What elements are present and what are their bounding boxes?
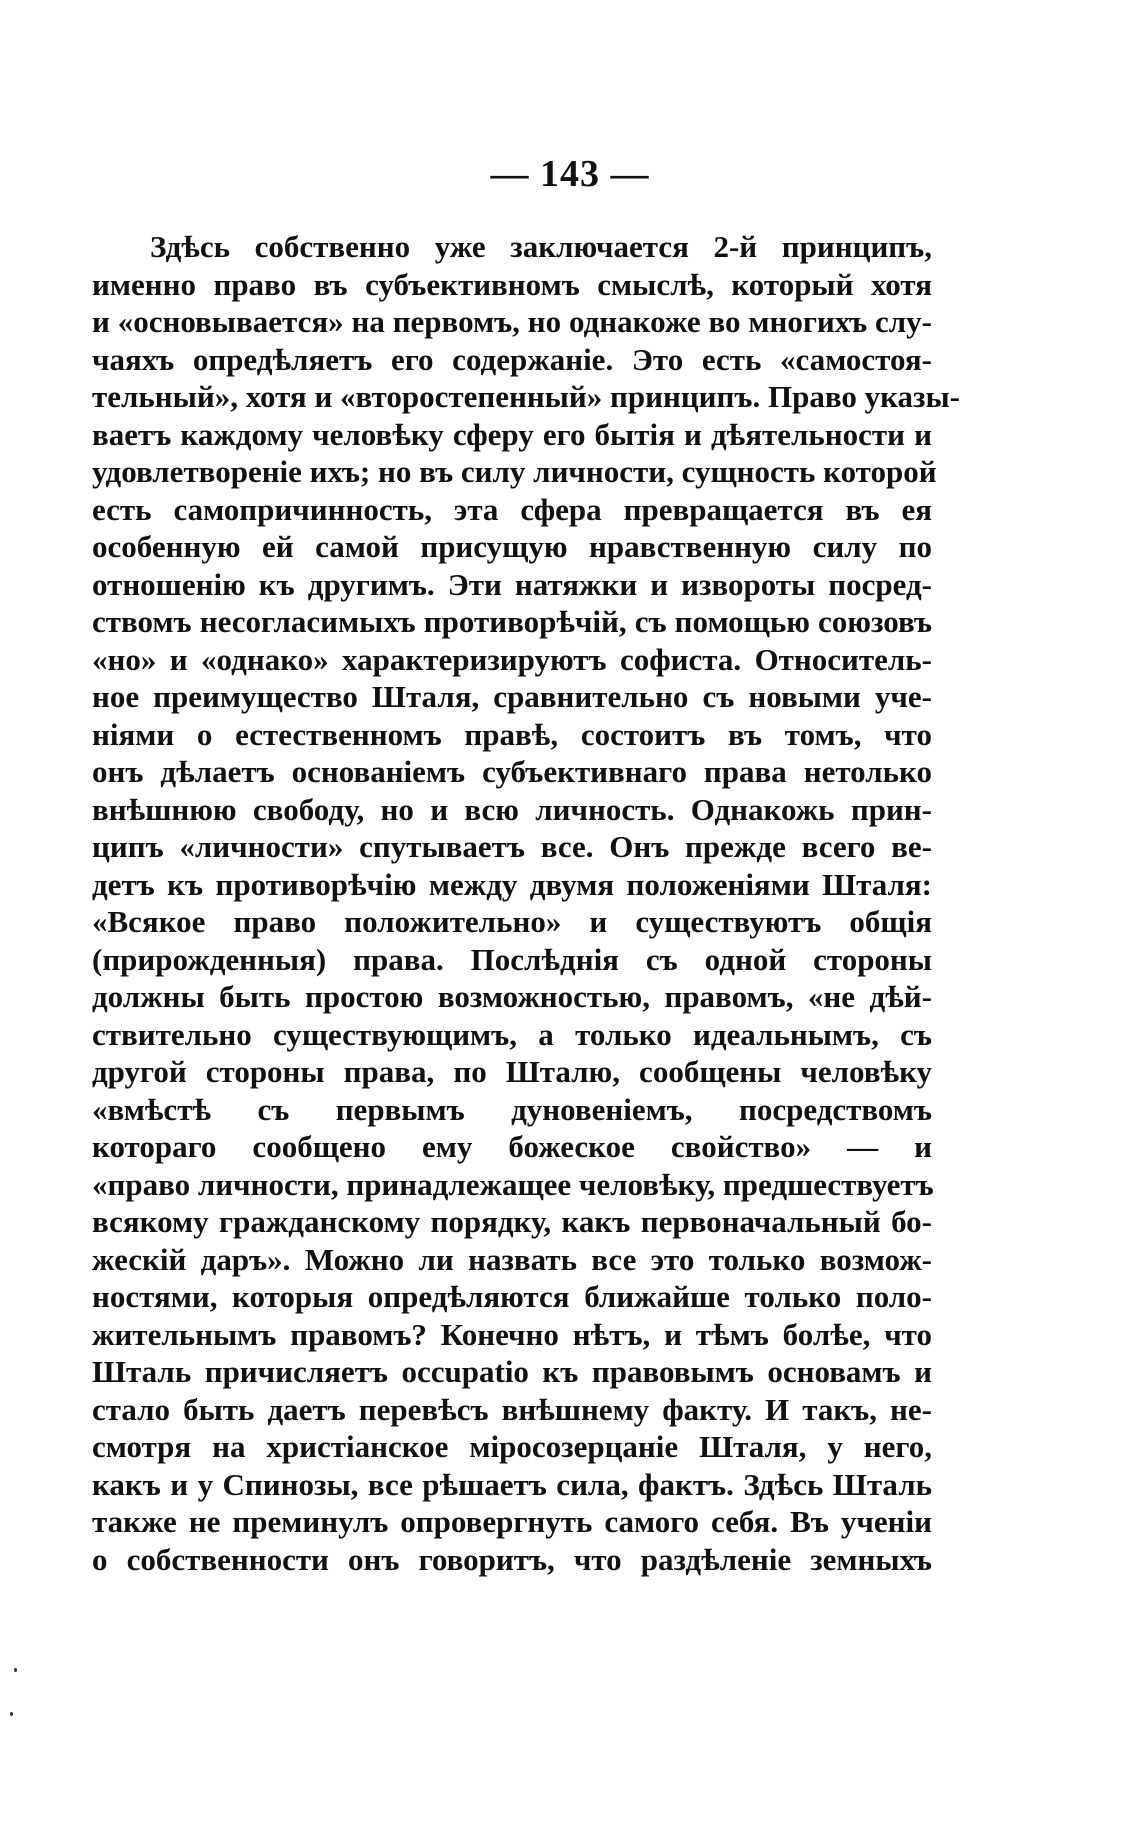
text-line: также не преминулъ опровергнуть самого себя. Въ ученіи bbox=[92, 1504, 932, 1539]
text-line: отношенію къ другимъ. Эти натяжки и извороты посред- bbox=[92, 566, 932, 602]
text-line: ципъ «личности» спутываетъ все. Онъ прежде всего ве- bbox=[92, 829, 932, 864]
text-line: ваетъ каждому человѣку сферу его бытія и дѣятельности и bbox=[92, 416, 932, 452]
text-line: должны быть простою возможностью, правомъ, «не дѣй- bbox=[92, 979, 932, 1014]
text-line: ствомъ несогласимыхъ противорѣчій, съ помощью союзовъ bbox=[92, 604, 932, 639]
text-line: ное преимущество Шталя, сравнительно съ новыми уче- bbox=[92, 679, 932, 714]
text-line: детъ къ противорѣчію между двумя положеніями Шталя: bbox=[92, 866, 932, 902]
text-line: «Всякое право положительно» и существуютъ общія bbox=[92, 904, 932, 939]
text-line: ствительно существующимъ, а только идеальнымъ, съ bbox=[92, 1016, 932, 1052]
text-line: о собственности онъ говоритъ, что раздѣленіе земныхъ bbox=[92, 1541, 932, 1577]
text-line: именно право въ субъективномъ смыслѣ, который хотя bbox=[92, 266, 932, 302]
text-line: чаяхъ опредѣляетъ его содержаніе. Это есть «самостоя- bbox=[92, 341, 932, 377]
text-line: тельный», хотя и «второстепенный» принципъ. Право указы- bbox=[92, 379, 960, 414]
text-line: «право личности, принадлежащее человѣку, предшествуетъ bbox=[92, 1166, 934, 1202]
text-line: Шталь причисляетъ occupatio къ правовымъ основамъ и bbox=[92, 1354, 932, 1389]
text-line: какъ и у Спинозы, все рѣшаетъ сила, фактъ. Здѣсь Шталь bbox=[92, 1466, 932, 1502]
text-line: (прирожденныя) права. Послѣднія съ одной стороны bbox=[92, 941, 932, 977]
text-line: особенную ей самой присущую нравственную силу по bbox=[92, 529, 932, 564]
text-line: ностями, которыя опредѣляются ближайше только поло- bbox=[92, 1279, 932, 1314]
text-line: «но» и «однако» характеризируютъ софиста. Относитель- bbox=[92, 641, 932, 677]
scan-speck bbox=[10, 1712, 13, 1716]
text-line: Здѣсь собственно уже заключается 2-й принципъ, bbox=[150, 229, 932, 264]
text-line: ніями о естественномъ правѣ, состоитъ въ томъ, что bbox=[92, 716, 932, 752]
text-line: жескій даръ». Можно ли назвать все это только возмож- bbox=[92, 1241, 932, 1277]
text-line: внѣшнюю свободу, но и всю личность. Однакожь прин- bbox=[92, 791, 932, 827]
page-number: — 143 — bbox=[490, 153, 650, 195]
text-line: жительнымъ правомъ? Конечно нѣтъ, и тѣмъ болѣе, что bbox=[92, 1316, 932, 1352]
text-line: смотря на христіанское міросозерцаніе Шталя, у него, bbox=[92, 1429, 932, 1464]
body-text bbox=[92, 228, 960, 1578]
text-line: котораго сообщено ему божеское свойство» — и bbox=[92, 1129, 932, 1164]
text-line: всякому гражданскому порядку, какъ первоначальный бо- bbox=[92, 1204, 932, 1239]
text-line: есть самопричинность, эта сфера превращается въ ея bbox=[92, 491, 932, 527]
text-line: стало быть даетъ перевѣсъ внѣшнему факту. И такъ, не- bbox=[92, 1391, 932, 1427]
text-line: и «основывается» на первомъ, но однакоже во многихъ слу- bbox=[92, 304, 932, 339]
text-line: онъ дѣлаетъ основаніемъ субъективнаго права нетолько bbox=[92, 754, 932, 789]
text-line: другой стороны права, по Шталю, сообщены человѣку bbox=[92, 1054, 932, 1089]
text-line: удовлетвореніе ихъ; но въ силу личности, сущность которой bbox=[92, 454, 937, 489]
text-line: «вмѣстѣ съ первымъ дуновеніемъ, посредствомъ bbox=[92, 1091, 932, 1127]
scan-speck bbox=[14, 1668, 17, 1672]
